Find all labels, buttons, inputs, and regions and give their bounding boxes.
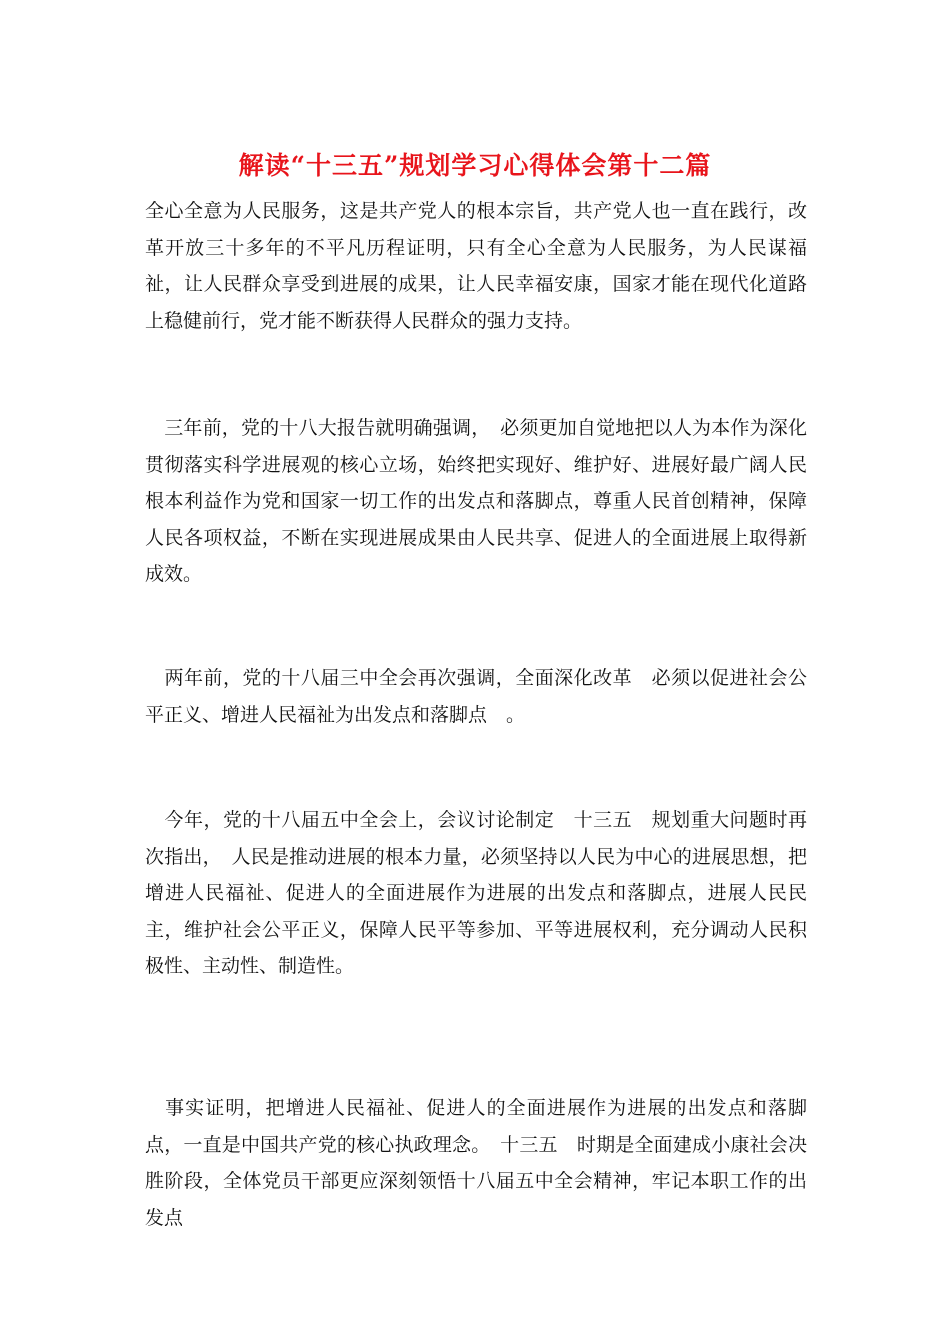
paragraph-4: 今年，党的十八届五中全会上，会议讨论制定 十三五 规划重大问题时再次指出， 人民是推动进展的根本力量，必须坚持以人民为中心的进展思想，把增进人民福祉、促进人的全面进展作为进展的出发点和落脚点，进展人民民主，维护社会公平正义，保障人民平等参加、平等进展权利，充分调动人民积极性、主动性、制造性。 [145, 809, 807, 977]
document-title: 解读“十三五”规划学习心得体会第十二篇 [238, 151, 712, 180]
paragraph-3: 两年前，党的十八届三中全会再次强调，全面深化改革 必须以促进社会公平正义、增进人民福祉为出发点和落脚点 。 [145, 667, 807, 726]
paragraph-5: 事实证明，把增进人民福祉、促进人的全面进展作为进展的出发点和落脚点，一直是中国共产党的核心执政理念。 十三五 时期是全面建成小康社会决胜阶段，全体党员干部更应深刻领悟十八届五中全会精神，牢记本职工作的出发点 [145, 1097, 807, 1229]
paragraph-2: 三年前，党的十八大报告就明确强调， 必须更加自觉地把以人为本作为深化贯彻落实科学进展观的核心立场，始终把实现好、维护好、进展好最广阔人民根本利益作为党和国家一切工作的出发点和落脚点，尊重人民首创精神，保障人民各项权益，不断在实现进展成果由人民共享、促进人的全面进展上取得新成效。 [145, 417, 807, 585]
paragraph-1: 全心全意为人民服务，这是共产党人的根本宗旨，共产党人也一直在践行，改革开放三十多年的不平凡历程证明，只有全心全意为人民服务，为人民谋福祉，让人民群众享受到进展的成果，让人民幸福安康，国家才能在现代化道路上稳健前行，党才能不断获得人民群众的强力支持。 [145, 200, 807, 332]
